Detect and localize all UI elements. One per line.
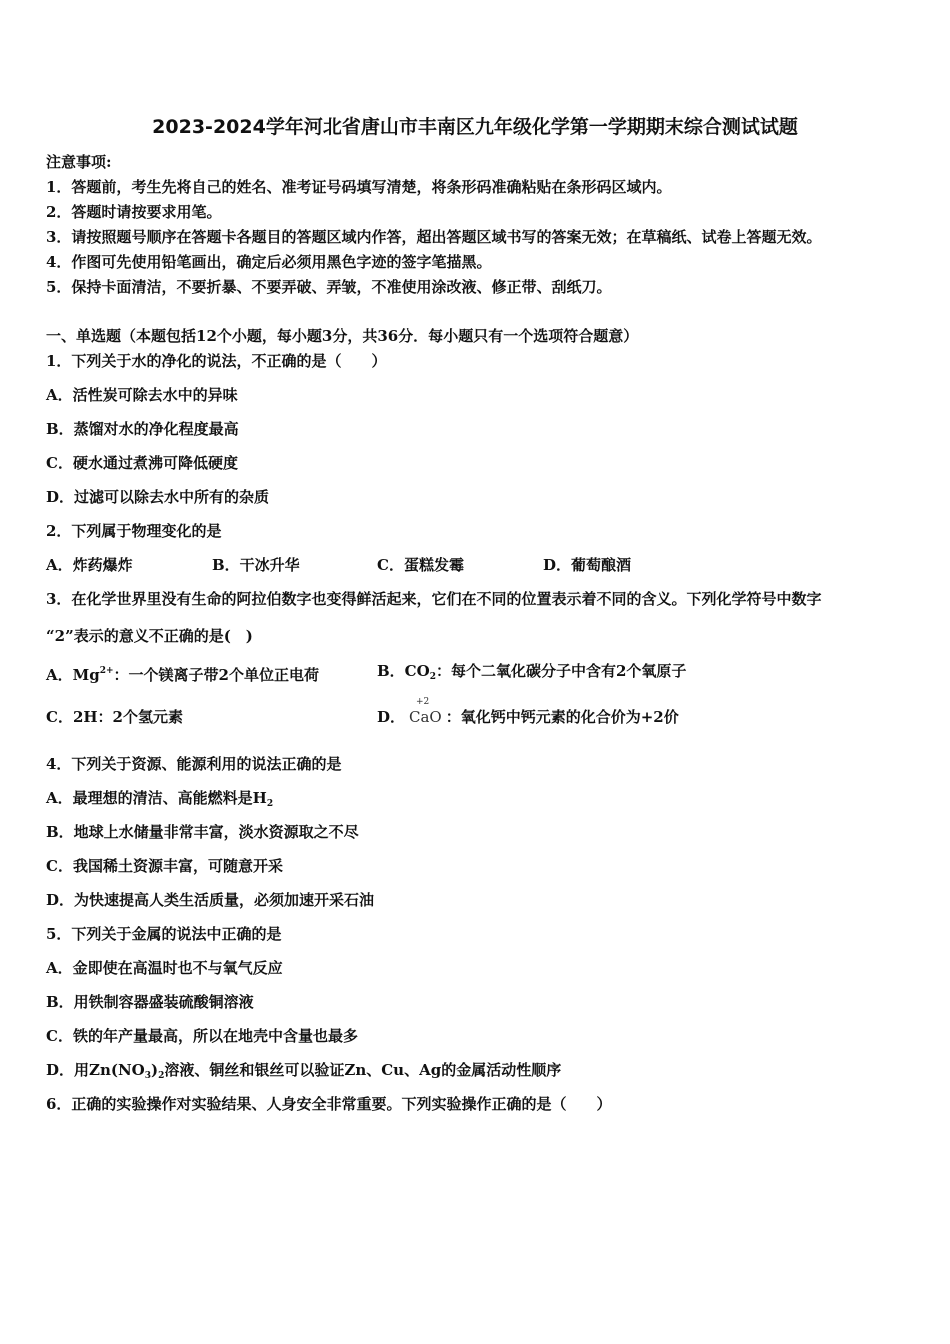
oxidation-state: +2 xyxy=(416,697,430,707)
option-d-text: 溶液、铜丝和银丝可以验证Zn、Cu、Ag的金属活动性顺序 xyxy=(164,1061,562,1079)
question-1-option-c: C．硬水通过煮沸可降低硬度 xyxy=(46,454,238,472)
nitrate-subscript: 3 xyxy=(144,1071,152,1081)
question-3-option-b xyxy=(377,661,686,687)
question-3-options-row-1 xyxy=(46,661,926,684)
question-3-option-d xyxy=(377,697,679,727)
question-5-option-c: C．铁的年产量最高，所以在地壳中含量也最多 xyxy=(46,1027,358,1045)
question-4-option-d: D．为快速提高人类生活质量，必须加速开采石油 xyxy=(46,891,375,909)
nitrate-count-subscript: 2 xyxy=(158,1071,165,1081)
question-1-option-b: B．蒸馏对水的净化程度最高 xyxy=(46,420,239,438)
question-5-stem: 5．下列关于金属的说法中正确的是 xyxy=(46,925,282,943)
question-2-option-c: C．蛋糕发霉 xyxy=(377,556,464,574)
question-4-option-c: C．我国稀土资源丰富，可随意开采 xyxy=(46,857,283,875)
notice-item: 3．请按照题号顺序在答题卡各题目的答题区域内作答，超出答题区域书写的答案无效；在草稿纸、试卷上答题无效。 xyxy=(46,228,822,246)
notice-item: 5．保持卡面清洁，不要折暴、不要弄破、弄皱，不准使用涂改液、修正带、刮纸刀。 xyxy=(46,278,612,296)
question-4-stem: 4．下列关于资源、能源利用的说法正确的是 xyxy=(46,755,342,773)
option-a-subscript: 2 xyxy=(266,799,274,809)
exam-title: 2023-2024学年河北省唐山市丰南区九年级化学第一学期期末综合测试试题 xyxy=(152,116,798,138)
notice-heading: 注意事项: xyxy=(46,153,112,171)
question-3-stem-line-1: 3．在化学世界里没有生命的阿拉伯数字也变得鲜活起来，它们在不同的位置表示着不同的含义。下列化学符号中数字 xyxy=(46,590,822,608)
question-5-option-b: B．用铁制容器盛装硫酸铜溶液 xyxy=(46,993,254,1011)
notice-item: 1．答题前，考生先将自己的姓名、准考证号码填写清楚，将条形码准确粘贴在条形码区域内。 xyxy=(46,178,672,196)
option-b-subscript: 2 xyxy=(429,672,436,682)
question-3-option-a xyxy=(46,661,319,685)
question-5-option-a: A．金即使在高温时也不与氧气反应 xyxy=(46,959,283,977)
option-a-prefix: A．Mg xyxy=(46,666,100,684)
question-6-stem: 6．正确的实验操作对实验结果、人身安全非常重要。下列实验操作正确的是（ ） xyxy=(46,1095,612,1113)
option-d-prefix: D． xyxy=(377,708,406,726)
question-2-option-a: A．炸药爆炸 xyxy=(46,556,133,574)
question-2-option-d: D．葡萄酿酒 xyxy=(543,556,632,574)
option-b-text: ：每个二氧化碳分子中含有2个氧原子 xyxy=(435,662,687,680)
question-1-option-a: A．活性炭可除去水中的异味 xyxy=(46,386,238,404)
option-a-text: ：一个镁离子带2个单位正电荷 xyxy=(113,666,319,684)
question-4-option-a xyxy=(46,788,273,814)
formula-text: CaO xyxy=(409,708,442,726)
notice-item: 2．答题时请按要求用笔。 xyxy=(46,203,222,221)
notice-item: 4．作图可先使用铅笔画出，确定后必须用黑色字迹的签字笔描黑。 xyxy=(46,253,492,271)
option-a-charge: 2+ xyxy=(99,666,114,676)
option-b-prefix: B．CO xyxy=(377,662,430,680)
question-2-option-b: B．干冰升华 xyxy=(212,556,300,574)
option-d-prefix: D．用Zn(NO xyxy=(46,1061,145,1079)
section-heading: 一、单选题（本题包括12个小题，每小题3分，共36分．每小题只有一个选项符合题意） xyxy=(46,327,639,345)
question-5-option-d xyxy=(46,1060,561,1086)
option-d-text: ：氧化钙中钙元素的化合价为+2价 xyxy=(445,708,679,726)
question-3-options-row-2 xyxy=(46,697,926,727)
question-3-stem-line-2: “2”表示的意义不正确的是( ) xyxy=(46,627,253,645)
question-4-option-b: B．地球上水储量非常丰富，淡水资源取之不尽 xyxy=(46,823,359,841)
calcium-oxide-formula xyxy=(409,697,442,727)
question-1-stem: 1．下列关于水的净化的说法，不正确的是（ ） xyxy=(46,352,387,370)
question-3-option-c: C．2H：2个氢元素 xyxy=(46,708,183,726)
question-2-options xyxy=(46,555,926,575)
question-1-option-d: D．过滤可以除去水中所有的杂质 xyxy=(46,488,270,506)
question-2-stem: 2．下列属于物理变化的是 xyxy=(46,522,222,540)
option-a-prefix: A．最理想的清洁、高能燃料是H xyxy=(46,789,267,807)
option-d-paren: ) xyxy=(151,1061,159,1079)
